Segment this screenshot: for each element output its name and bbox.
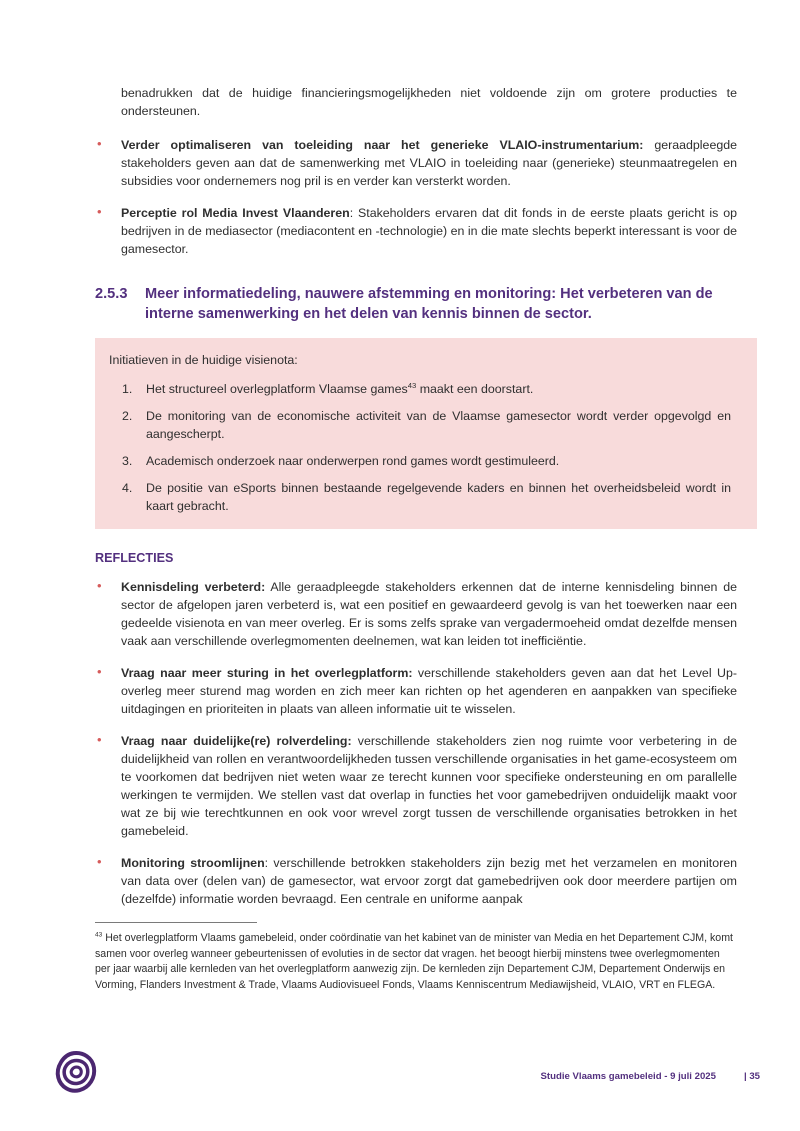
- item-text: De positie van eSports binnen bestaande regelgevende kaders en binnen het overheidsbeleid wordt in kaart gebracht.: [146, 481, 731, 513]
- footnote-divider: [95, 922, 257, 923]
- bullet-lead: Kennisdeling verbeterd:: [121, 580, 266, 594]
- item-number: 3.: [122, 454, 133, 468]
- bullet-icon: •: [97, 136, 102, 151]
- bullet-icon: •: [97, 578, 102, 593]
- bullet-text: geraadpleegde stakeholders geven aan dat de samenwerking met VLAIO in toeleiding naar (generieke) steunmaatregelen en subsidies voor ondernemers nog pril is en verder kan versterkt worden.: [121, 138, 738, 188]
- item-text: maakt een doorstart.: [416, 382, 534, 396]
- numbered-item: [109, 452, 731, 470]
- reflections-heading: REFLECTIES: [95, 551, 174, 565]
- list-item: [95, 136, 737, 190]
- bullet-icon: •: [97, 204, 102, 219]
- bullet-lead: Perceptie rol Media Invest Vlaanderen: [121, 206, 350, 220]
- bullet-text: Alle geraadpleegde stakeholders erkennen dat de interne kennisdeling binnen de sector de afgelopen jaren verbeterd is, wat een positief en gewaardeerd gevolg is van het toewerken naar een gedeelde visienota en van meer overleg. Er is soms zelfs sprake van vergadermoeheid omdat dezelfde mensen vaak aan verschillende overlegmomenten deelnemen, wat kan leiden tot inefficiëntie.: [121, 580, 737, 648]
- bullet-text: : Stakeholders ervaren dat dit fonds in de eerste plaats gericht is op bedrijven in de mediasector (mediacontent en -technologie) en in die mate slechts beperkt interessant is voor de gamesector.: [121, 206, 737, 256]
- section-title: Meer informatiedeling, nauwere afstemming en monitoring: Het verbeteren van de interne samenwerking en het delen van kennis binnen de sector.: [145, 286, 713, 322]
- footnote: [95, 931, 737, 993]
- intro-continuation-paragraph: benadrukken dat de huidige financieringsmogelijkheden niet voldoende zijn om grotere producties te ondersteunen.: [121, 86, 737, 118]
- footer-doc-title: Studie Vlaams gamebeleid - 9 juli 2025: [540, 1071, 716, 1082]
- bullet-icon: •: [97, 664, 102, 679]
- initiatives-box: [95, 338, 757, 529]
- list-item: [95, 664, 737, 718]
- item-number: 4.: [122, 481, 133, 495]
- bullet-lead: Verder optimaliseren van toeleiding naar het generieke VLAIO-instrumentarium:: [121, 138, 644, 152]
- page-footer: [541, 1071, 760, 1082]
- item-text: Het structureel overlegplatform Vlaamse games: [146, 382, 408, 396]
- bullet-lead: Vraag naar duidelijke(re) rolverdeling:: [121, 734, 352, 748]
- item-text: Academisch onderzoek naar onderwerpen rond games wordt gestimuleerd.: [146, 454, 560, 468]
- item-number: 1.: [122, 382, 133, 396]
- initiatives-intro: Initiatieven in de huidige visienota:: [109, 353, 298, 367]
- bullet-lead: Monitoring stroomlijnen: [121, 856, 265, 870]
- section-heading: [95, 284, 737, 324]
- section-number: 2.5.3: [95, 286, 128, 302]
- list-item: [95, 854, 737, 908]
- list-item: [95, 578, 737, 650]
- item-number: 2.: [122, 409, 133, 423]
- numbered-item: [109, 479, 731, 515]
- bullet-lead: Vraag naar meer sturing in het overlegplatform:: [121, 666, 413, 680]
- item-text: De monitoring van de economische activiteit van de Vlaamse gamesector wordt verder opgevolgd en aangescherpt.: [146, 409, 731, 441]
- bullet-icon: •: [97, 854, 102, 869]
- bullet-text: : verschillende betrokken stakeholders zijn bezig met het verzamelen en monitoren van data over (delen van) de gamesector, wat ervoor zorgt dat gamebedrijven ook door meerdere partijen om (dezelfde) informatie worden bevraagd. Een centrale en uniforme aanpak: [121, 856, 737, 906]
- footnote-text: Het overlegplatform Vlaams gamebeleid, onder coördinatie van het kabinet van de minister van Media en het Departement CJM, komt samen voor overleg wanneer gebeurtenissen of evoluties in de sector dat vragen. het beoogt hierbij minstens twee overlegmomenten per jaar waarbij alle kernleden van het overlegplatform aanwezig zijn. De kernleden zijn Departement CJM, Departement Onderwijs en Vorming, Flanders Investment & Trade, Vlaams Audiovisueel Fonds, Vlaams Kenniscentrum Mediawijsheid, VLAIO, VRT en FLEGA.: [95, 932, 733, 991]
- bullet-icon: •: [97, 732, 102, 747]
- brand-logo-icon: [54, 1047, 98, 1097]
- list-item: [95, 732, 737, 840]
- bullet-text: verschillende stakeholders zien nog ruimte voor verbetering in de duidelijkheid van rollen en verantwoordelijkheden tussen verschillende organisaties in het game-ecosysteem om te voorkomen dat bedrijven niet weten waar ze terecht kunnen voor specifieke ondersteuning en om parallelle werkingen te vermijden. We stellen vast dat overlap in functies het voor gamebedrijven onduidelijk maakt voor wat ze bij wie terechtkunnen en ook voor wrevel zorgt tussen de verschillende organisaties betrokken in het gamebeleid.: [121, 734, 737, 838]
- footnote-ref: 43: [407, 380, 417, 390]
- list-item: [95, 204, 737, 258]
- bullet-text: verschillende stakeholders geven aan dat het Level Up-overleg meer sturend mag worden en zich meer kan richten op het agenderen en aanpakken van specifieke uitdagingen en prioriteiten in plaats van alleen informatie uit te wisselen.: [121, 666, 737, 716]
- footnote-number: 43: [95, 931, 103, 939]
- page-content: [95, 0, 737, 993]
- numbered-item: [109, 407, 731, 443]
- numbered-item: [109, 380, 731, 398]
- footer-page-number: | 35: [743, 1071, 760, 1082]
